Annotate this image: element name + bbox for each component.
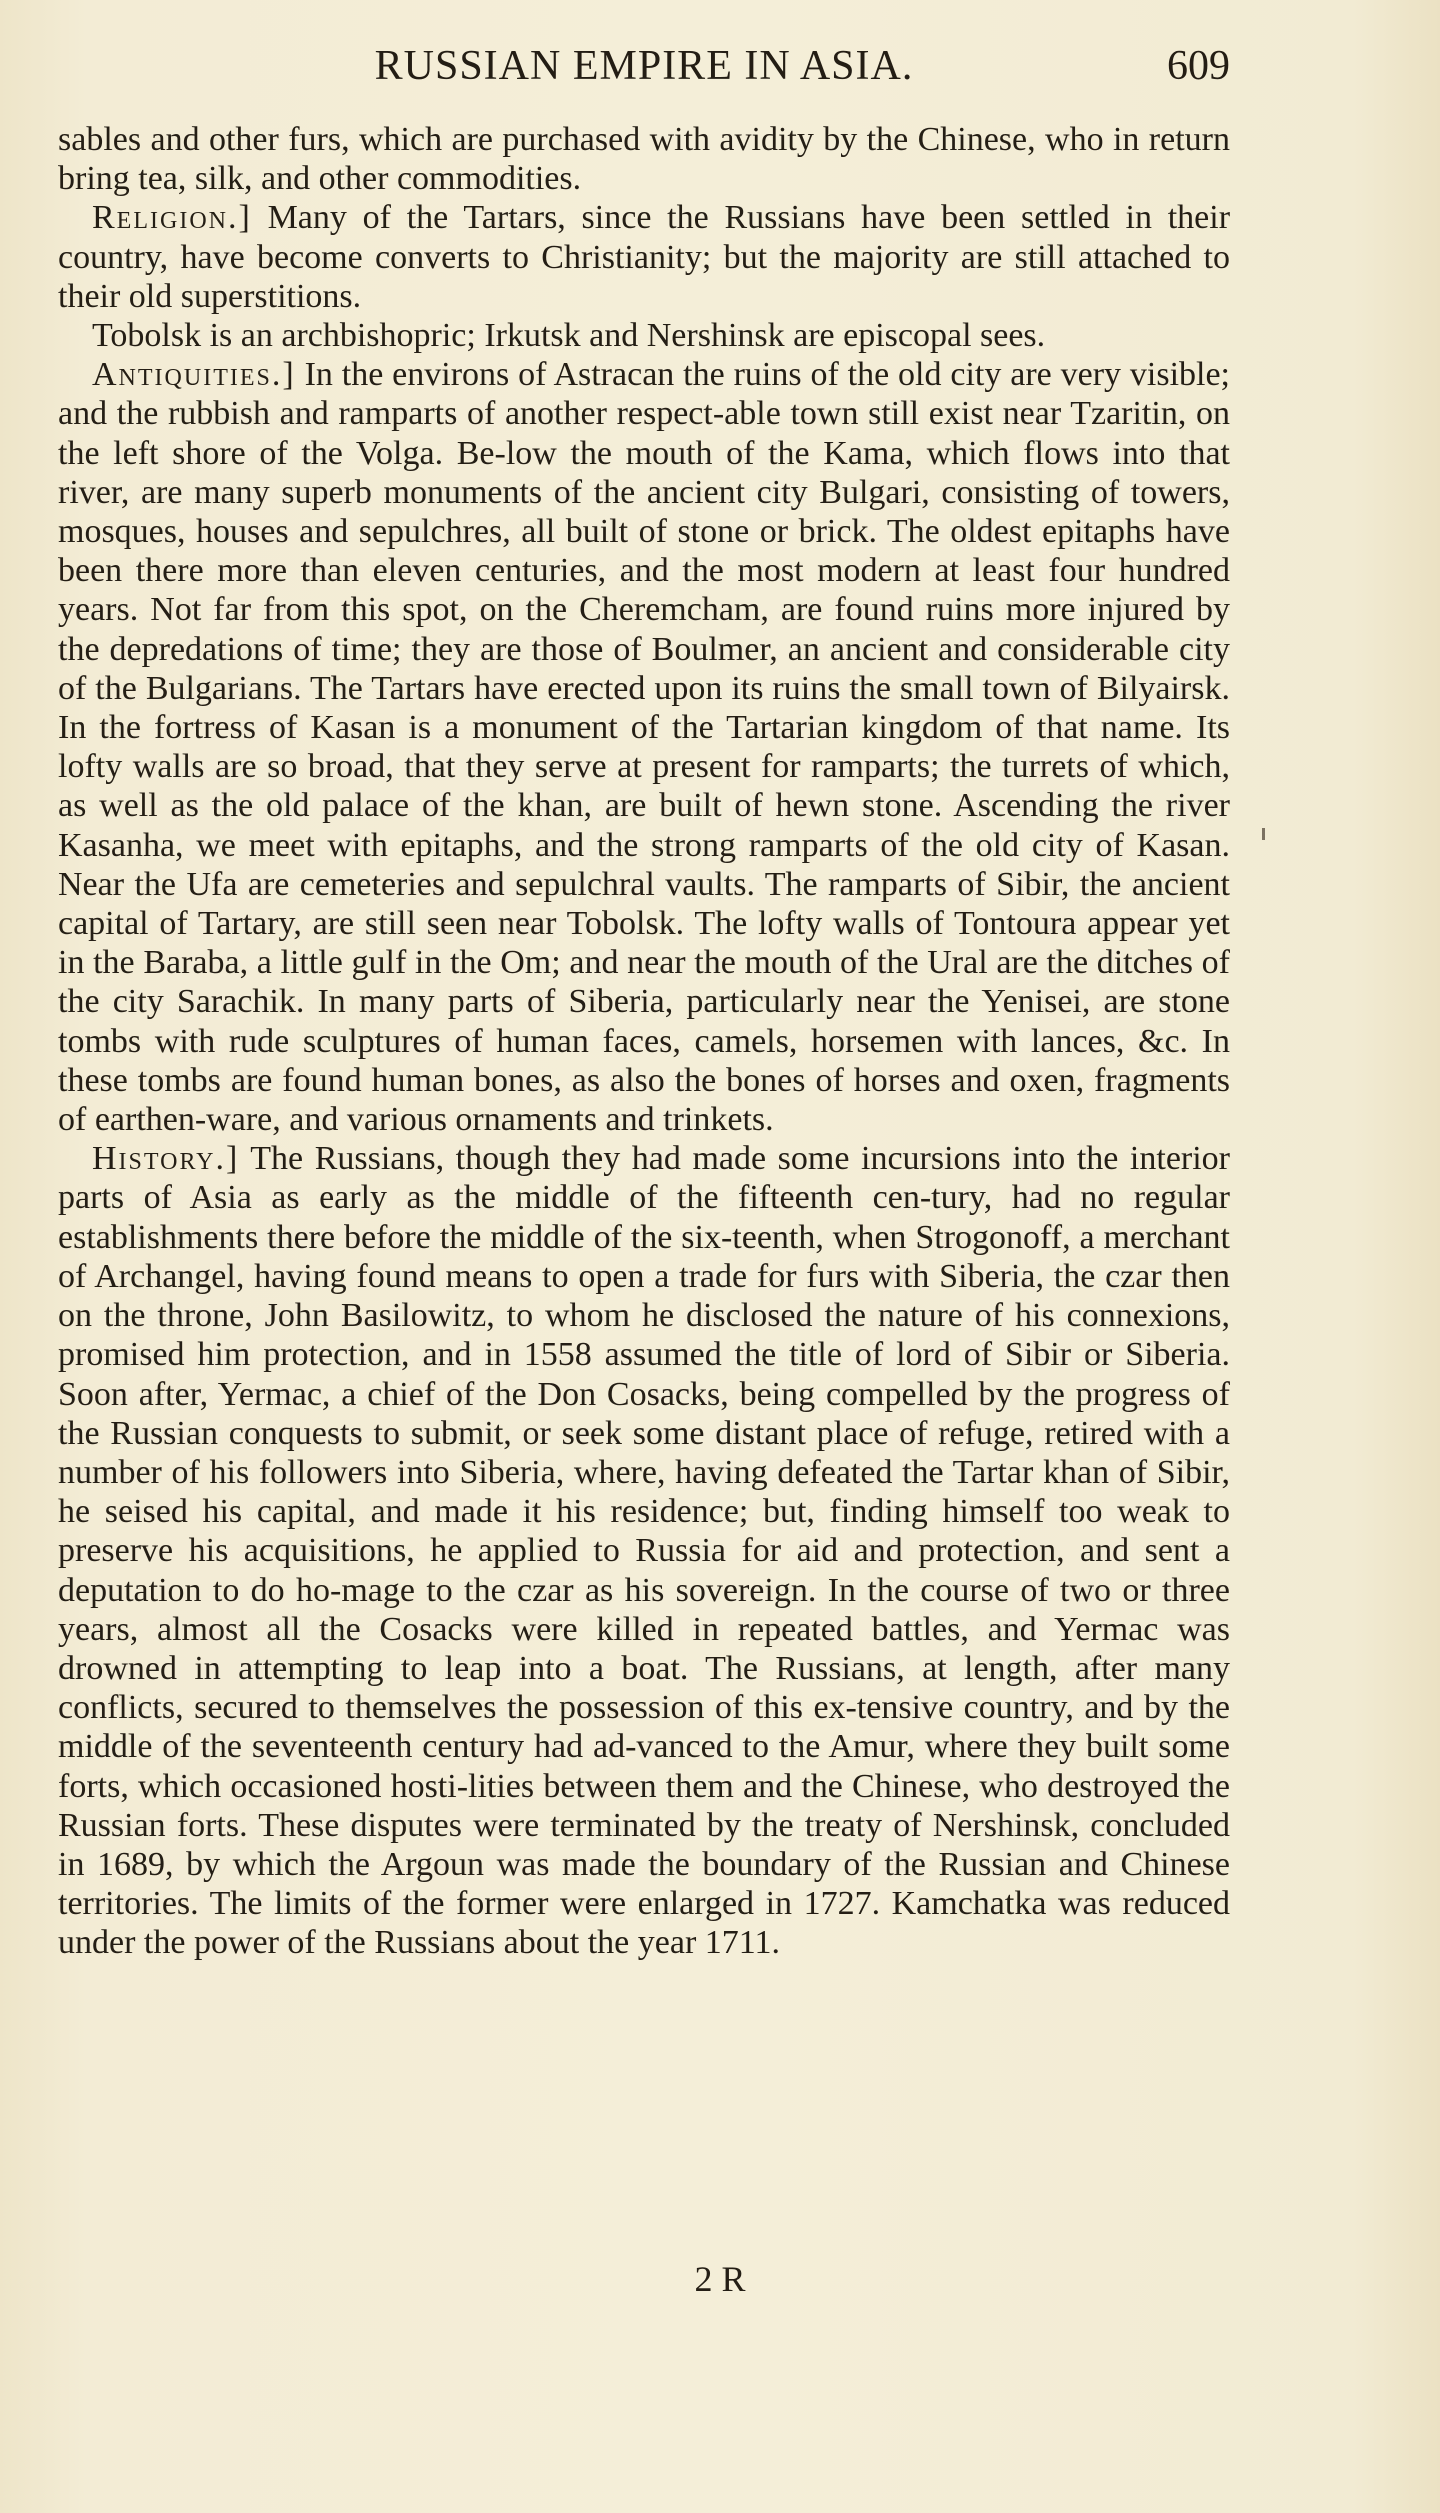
paragraph-furs	[58, 120, 1230, 198]
signature-mark: 2 R	[694, 2259, 746, 2299]
section-heading-religion: Religion.]	[92, 199, 252, 237]
body-text	[58, 120, 1230, 1963]
ink-speck	[1262, 828, 1265, 840]
section-heading-history: History.]	[92, 1140, 240, 1178]
paragraph-sees	[58, 316, 1230, 355]
paragraph-history	[58, 1139, 1230, 1962]
paragraph-text: Many of the Tartars, since the Russians have been settled in their country, have become converts to Christianity; but the majority are still attached to their old superstitions.	[58, 199, 1231, 315]
paragraph-text: Tobolsk is an archbishopric; Irkutsk and Nershinsk are episcopal sees.	[92, 317, 1046, 355]
page-number: 609	[1167, 43, 1230, 89]
paragraph-text: In the environs of Astracan the ruins of the old city are very visible; and the rubbish and ramparts of another respect-able town still exist near Tzaritin, on the left shore of the Volga. Be-low the mouth of the Kama, which flows into that river, are many superb monuments of the ancient city Bulgari, consisting of towers, mosques, houses and sepulchres, all built of stone or brick. The oldest epitaphs have been there more than eleven centuries, and the most modern at least four hundred years. Not far from this spot, on the Cheremcham, are found ruins more injured by the depredations of time; they are those of Boulmer, an ancient and considerable city of the Bulgarians. The Tartars have erected upon its ruins the small town of Bilyairsk. In the fortress of Kasan is a monument of the Tartarian kingdom of that name. Its lofty walls are so broad, that they serve at present for ramparts; the turrets of which, as well as the old palace of the khan, are built of hewn stone. Ascending the river Kasanha, we meet with epitaphs, and the strong ramparts of the old city of Kasan. Near the Ufa are cemeteries and sepulchral vaults. The ramparts of Sibir, the ancient capital of Tartary, are still seen near Tobolsk. The lofty walls of Tontoura appear yet in the Baraba, a little gulf in the Om; and near the mouth of the Ural are the ditches of the city Sarachik. In many parts of Siberia, particularly near the Yenisei, are stone tombs with rude sculptures of human faces, camels, horsemen with lances, &c. In these tombs are found human bones, as also the bones of horses and oxen, fragments of earthen-ware, and various ornaments and trinkets.	[58, 356, 1230, 1139]
page-title: RUSSIAN EMPIRE IN ASIA.	[374, 43, 914, 89]
paragraph-text: sables and other furs, which are purchased with avidity by the Chinese, who in return bring tea, silk, and other commodities.	[58, 121, 1230, 198]
paragraph-religion	[58, 198, 1230, 316]
section-heading-antiquities: Antiquities.]	[92, 356, 296, 394]
running-head	[58, 42, 1230, 102]
paragraph-text: The Russians, though they had made some incursions into the interior parts of Asia as early as the middle of the fifteenth cen-tury, had no regular establishments there before the middle of the six-teenth, when Strogonoff, a merchant of Archangel, having found means to open a trade for furs with Siberia, the czar then on the throne, John Basilowitz, to whom he disclosed the nature of his connexions, promised him protection, and in 1558 assumed the title of lord of Sibir or Siberia. Soon after, Yermac, a chief of the Don Cosacks, being compelled by the progress of the Russian conquests to submit, or seek some distant place of refuge, retired with a number of his followers into Siberia, where, having defeated the Tartar khan of Sibir, he seised his capital, and made it his residence; but, finding himself too weak to preserve his acquisitions, he applied to Russia for aid and protection, and sent a deputation to do ho-mage to the czar as his sovereign. In the course of two or three years, almost all the Cosacks were killed in repeated battles, and Yermac was drowned in attempting to leap into a boat. The Russians, at length, after many conflicts, secured to themselves the possession of this ex-tensive country, and by the middle of the seventeenth century had ad-vanced to the Amur, where they built some forts, which occasioned hosti-lities between them and the Chinese, who destroyed the Russian forts. These disputes were terminated by the treaty of Nershinsk, concluded in 1689, by which the Argoun was made the boundary of the Russian and Chinese territories. The limits of the former were enlarged in 1727. Kamchatka was reduced under the power of the Russians about the year 1711.	[58, 1140, 1231, 1962]
paragraph-antiquities	[58, 355, 1230, 1139]
